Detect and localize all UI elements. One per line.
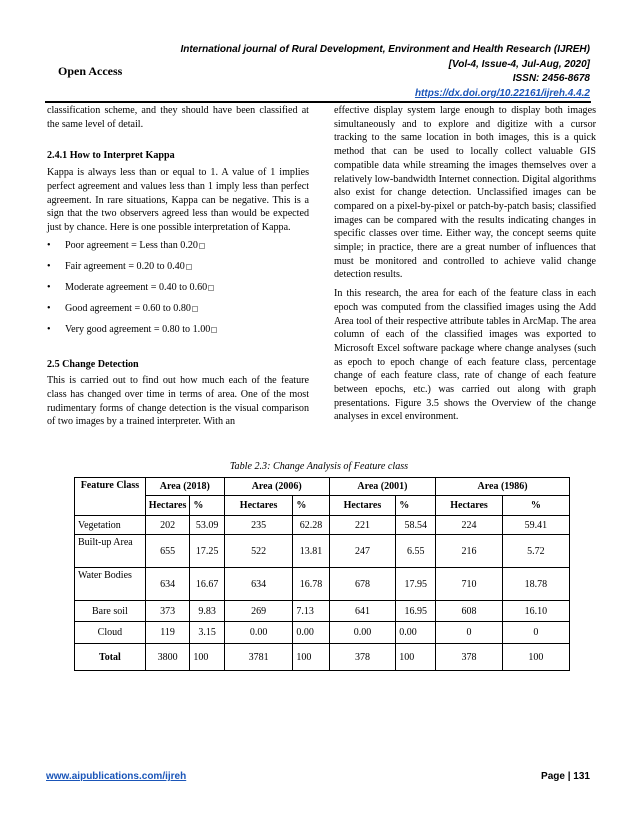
change-analysis-table: [74, 477, 570, 671]
list-item: • Good agreement = 0.60 to 0.80: [47, 302, 309, 323]
header-feature-class: Feature Class: [75, 478, 146, 516]
list-item: • Moderate agreement = 0.40 to 0.60: [47, 281, 309, 302]
subheader-cell: %: [190, 496, 224, 516]
left-column: [47, 104, 309, 429]
journal-volume: [Vol-4, Issue-4, Jul-Aug, 2020]: [448, 58, 590, 70]
missing-glyph-icon: [211, 327, 217, 333]
table-caption: Table 2.3: Change Analysis of Feature class: [229, 461, 409, 472]
subheader-cell: %: [293, 496, 329, 516]
subheader-cell: Hectares: [329, 496, 396, 516]
right-paragraph-2: In this research, the area for each of the feature class in each epoch was computed from the classified images using the Add Area tool of their respective attribute tables in ArcMap. The area column of each of the classified images was exported to Microsoft Excel software package where change analyses (such as epoch to epoch change of each feature class, percentage change of each feature class, rate of change of each feature between epochs, etc.) was carried out along with graph presentations. Figure 3.5 shows the Overview of the change analyses in excel environment.: [334, 288, 596, 423]
missing-glyph-icon: [192, 306, 198, 312]
section-heading-change-detection: 2.5 Change Detection: [47, 358, 139, 370]
header-area-2018: Area (2018): [145, 478, 224, 496]
footer-website-link[interactable]: www.aipublications.com/ijreh: [46, 771, 187, 782]
list-item: • Fair agreement = 0.20 to 0.40: [47, 260, 309, 281]
header-divider: [45, 101, 591, 103]
section-heading-kappa: 2.4.1 How to Interpret Kappa: [47, 150, 175, 162]
table-subheader-row: [75, 496, 570, 516]
subheader-cell: Hectares: [224, 496, 292, 516]
subheader-cell: %: [396, 496, 436, 516]
subheader-cell: Hectares: [145, 496, 190, 516]
subheader-cell: %: [502, 496, 569, 516]
bullet-icon: •: [47, 260, 51, 272]
table-row: Water Bodies 634 16.67 634 16.78 678 17.95 710 18.78: [75, 568, 570, 601]
table-row: Vegetation 202 53.09 235 62.28 221 58.54 224 59.41: [75, 516, 570, 535]
header-area-2001: Area (2001): [329, 478, 436, 496]
list-item: • Poor agreement = Less than 0.20: [47, 239, 309, 260]
doi-link[interactable]: https://dx.doi.org/10.22161/ijreh.4.4.2: [414, 87, 590, 99]
open-access-label: Open Access: [58, 64, 123, 78]
bullet-icon: •: [47, 302, 51, 314]
journal-title: International journal of Rural Development, Environment and Health Research (IJREH): [180, 44, 590, 55]
kappa-bullet-list: [47, 239, 309, 344]
list-item: • Very good agreement = 0.80 to 1.00: [47, 323, 309, 344]
bullet-icon: •: [47, 239, 51, 251]
left-paragraph-1: classification scheme, and they should have been classified at the same level of detail.: [47, 105, 309, 130]
page-number: Page | 131: [541, 771, 590, 782]
missing-glyph-icon: [186, 264, 192, 270]
table-row: Built-up Area 655 17.25 522 13.81 247 6.55 216 5.72: [75, 535, 570, 568]
header-area-2006: Area (2006): [224, 478, 329, 496]
table-header-row: [75, 478, 570, 496]
missing-glyph-icon: [208, 285, 214, 291]
subheader-cell: Hectares: [436, 496, 503, 516]
table-row: Cloud 119 3.15 0.00 0.00 0.00 0.00 0 0: [75, 622, 570, 644]
table-row: Bare soil 373 9.83 269 7.13 641 16.95 608 16.10: [75, 601, 570, 622]
missing-glyph-icon: [199, 243, 205, 249]
bullet-icon: •: [47, 323, 51, 335]
right-paragraph-1: effective display system large enough to display both images simultaneously and to explore and digitize with a cursor tracking to the same location in both images, this is a quick method that can be used to locally collect valuable GIS compatible data while streaming the images themselves over a relatively low-bandwidth Internet connection. Digital algorithms also exist for change detection. Unclassified images can be compared on a pixel-by-pixel or patch-by-patch basis; classified images can be compared with the results indicating changes in specific classes over time. Either way, the concept seems quite simple; in practice, there are a great number of influences that must be monitored and controlled to achieve valid change detection results.: [334, 105, 596, 281]
right-column: [334, 104, 596, 424]
table-row-total: Total 3800 100 3781 100 378 100 378 100: [75, 644, 570, 671]
journal-header: [150, 43, 590, 101]
left-paragraph-2: Kappa is always less than or equal to 1. A value of 1 implies perfect agreement and values less than 1 imply less than perfect agreement. In rare situations, Kappa can be negative. This is a sign that the two observers agreed less than would be expected just by chance. Here is one possible interpretation of Kappa.: [47, 167, 309, 233]
left-paragraph-3: This is carried out to find out how much each of the feature class has changed over time in terms of area. One of the most rudimentary forms of change detection is the visual comparison of two images by a trained interpreter. With an: [47, 375, 309, 428]
bullet-icon: •: [47, 281, 51, 293]
header-area-1986: Area (1986): [436, 478, 570, 496]
journal-issn: ISSN: 2456-8678: [512, 73, 590, 84]
